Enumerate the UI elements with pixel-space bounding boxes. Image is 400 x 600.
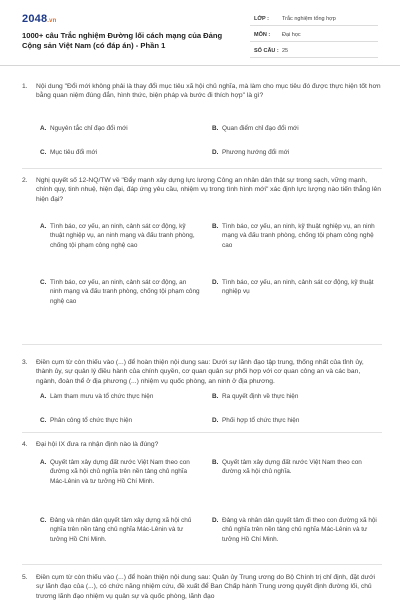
option-letter: C. [40, 149, 47, 156]
page-title: 1000+ câu Trắc nghiệm Đường lối cách mạng của Đảng Cộng sản Việt Nam (có đáp án) - Phần 1 [22, 31, 223, 50]
meta-value: Trắc nghiệm tổng hợp [282, 15, 336, 22]
option-text: Phương hướng đổi mới [222, 149, 290, 156]
option-d[interactable] [212, 148, 380, 157]
option-d[interactable] [212, 416, 380, 425]
option-text: Mục tiêu đổi mới [50, 149, 98, 156]
meta-value: Đại học [282, 31, 301, 38]
logo-suffix: .vn [47, 18, 57, 24]
option-letter: D. [212, 417, 219, 424]
question-3 [22, 358, 382, 424]
option-text: Làm tham mưu và tổ chức thực hiện [50, 393, 154, 400]
option-letter: A. [40, 125, 47, 132]
meta-key: MÔN : [254, 31, 271, 38]
option-b[interactable] [212, 124, 380, 133]
site-logo[interactable] [22, 13, 57, 25]
document-header [0, 0, 400, 66]
option-a[interactable] [40, 222, 200, 250]
meta-table [250, 12, 378, 60]
option-a[interactable] [40, 392, 200, 401]
option-c[interactable] [40, 416, 200, 425]
question-text: Nghị quyết số 12-NQ/TW về "Đẩy mạnh xây dựng lực lượng Công an nhân dân thật sự trong sạch, vững mạnh, chính quy, tinh nhuệ, hiện đại, đáp ứng yêu cầu, nhiệm vụ trong tình hình mới" xác định lực lượng nào tiến thẳng lên hiện đại? [36, 177, 381, 203]
option-c[interactable] [40, 148, 200, 157]
option-letter: D. [212, 517, 219, 524]
option-letter: C. [40, 417, 47, 424]
option-c[interactable] [40, 278, 200, 306]
option-b[interactable] [212, 392, 380, 401]
question-divider [22, 168, 382, 169]
option-d[interactable] [212, 516, 380, 544]
option-letter: C. [40, 517, 47, 524]
meta-key: LỚP : [254, 15, 269, 22]
option-text: Tình báo, cơ yếu, an ninh, cảnh sát cơ động, kỹ thuật nghiệp vụ [222, 279, 374, 296]
option-b[interactable] [212, 222, 380, 250]
question-divider [22, 432, 382, 433]
question-number: 3. [22, 359, 28, 366]
option-text: Nguyên tắc chỉ đạo đổi mới [50, 125, 128, 132]
question-divider [22, 564, 382, 565]
logo-main: 2048 [22, 13, 48, 25]
option-a[interactable] [40, 458, 200, 486]
question-number: 1. [22, 83, 28, 90]
question-number: 4. [22, 441, 28, 448]
option-letter: D. [212, 149, 219, 156]
option-text: Đảng và nhân dân quyết tâm đi theo con đường xã hội chủ nghĩa trên nền tảng chủ nghĩa Mác-Lênin và tư tưởng Hồ Chí Minh. [222, 517, 377, 543]
option-a[interactable] [40, 124, 200, 133]
meta-value: 25 [282, 47, 289, 54]
option-text: Quyết tâm xây dựng đất nước Việt Nam theo con đường xã hội chủ nghĩa trên nền tảng chủ nghĩa Mác-Lênin và tư tưởng Hồ Chí Minh. [50, 459, 190, 485]
option-letter: B. [212, 125, 219, 132]
option-text: Tình báo, cơ yếu, an ninh, cảnh sát cơ động, an ninh mạng và đấu tranh phòng, chống tội phạm công nghệ cao [50, 279, 200, 305]
meta-row-class [250, 12, 378, 26]
option-text: Ra quyết định về thực hiện [222, 393, 299, 400]
option-text: Tình báo, cơ yếu, an ninh, cảnh sát cơ động, kỹ thuật nghiệp vụ, an ninh mạng và đấu tranh phòng, chống tội phạm công nghệ cao [50, 223, 195, 249]
option-text: Phân công tổ chức thực hiện [50, 417, 133, 424]
option-letter: A. [40, 223, 47, 230]
option-text: Phối hợp tổ chức thực hiện [222, 417, 300, 424]
question-number: 5. [22, 574, 28, 581]
question-divider [22, 344, 382, 345]
option-letter: A. [40, 393, 47, 400]
option-text: Quyết tâm xây dựng đất nước Việt Nam theo con đường xã hội chủ nghĩa. [222, 459, 362, 476]
question-text: Điền cụm từ còn thiếu vào (...) để hoàn thiện nội dung sau: Dưới sự lãnh đạo tập trung, thống nhất của tỉnh ủy, thành ủy, sự quản lý điều hành của chính quyền, cơ quan quân sự phối hợp với cơ quan công an và các ban, ngành, đoàn thể ở địa phương (...) nhiệm vụ quốc phòng, an ninh ở địa phương. [36, 359, 364, 385]
question-4 [22, 440, 382, 543]
option-text: Quan điểm chỉ đạo đổi mới [222, 125, 299, 132]
option-text: Đảng và nhân dân quyết tâm xây dựng xã hội chủ nghĩa trên nền tảng chủ nghĩa Mác-Lênin và tư tưởng Hồ Chí Minh. [50, 517, 192, 543]
question-text: Điền cụm từ còn thiếu vào (...) để hoàn thiện nội dung sau: Quân ủy Trung ương do Bộ Chính trị chỉ định, đặt dưới sự lãnh đạo của (...), có chức năng nhiệm cứu, đề xuất để Ban Chấp hành Trung ương quyết định đường lối, chủ trương lãnh đạo nhiệm vụ quân sự và quốc phòng, lãnh đạo [36, 574, 375, 600]
question-5 [22, 573, 382, 600]
option-letter: A. [40, 459, 47, 466]
option-text: Tình báo, cơ yếu, an ninh, kỹ thuật nghiệp vụ, an ninh mạng và đấu tranh phòng, chống tội phạm công nghệ cao [222, 223, 375, 249]
option-letter: D. [212, 279, 219, 286]
option-letter: B. [212, 459, 219, 466]
question-text: Đại hội IX đưa ra nhận định nào là đúng? [36, 441, 159, 448]
meta-key: SỐ CÂU : [254, 47, 279, 54]
question-text: Nội dung "Đổi mới không phải là thay đổi mục tiêu xã hội chủ nghĩa, mà làm cho mục tiêu đó được thực hiện tốt hơn bằng quan niệm đúng đắn, hình thức, biện pháp và bước đi thích hợp" là gì? [36, 83, 381, 100]
option-letter: B. [212, 393, 219, 400]
option-d[interactable] [212, 278, 380, 297]
question-number: 2. [22, 177, 28, 184]
meta-row-count [250, 44, 378, 58]
meta-row-subject [250, 28, 378, 42]
option-c[interactable] [40, 516, 200, 544]
option-letter: B. [212, 223, 219, 230]
question-2 [22, 176, 382, 305]
option-b[interactable] [212, 458, 380, 477]
question-1 [22, 82, 382, 156]
option-letter: C. [40, 279, 47, 286]
